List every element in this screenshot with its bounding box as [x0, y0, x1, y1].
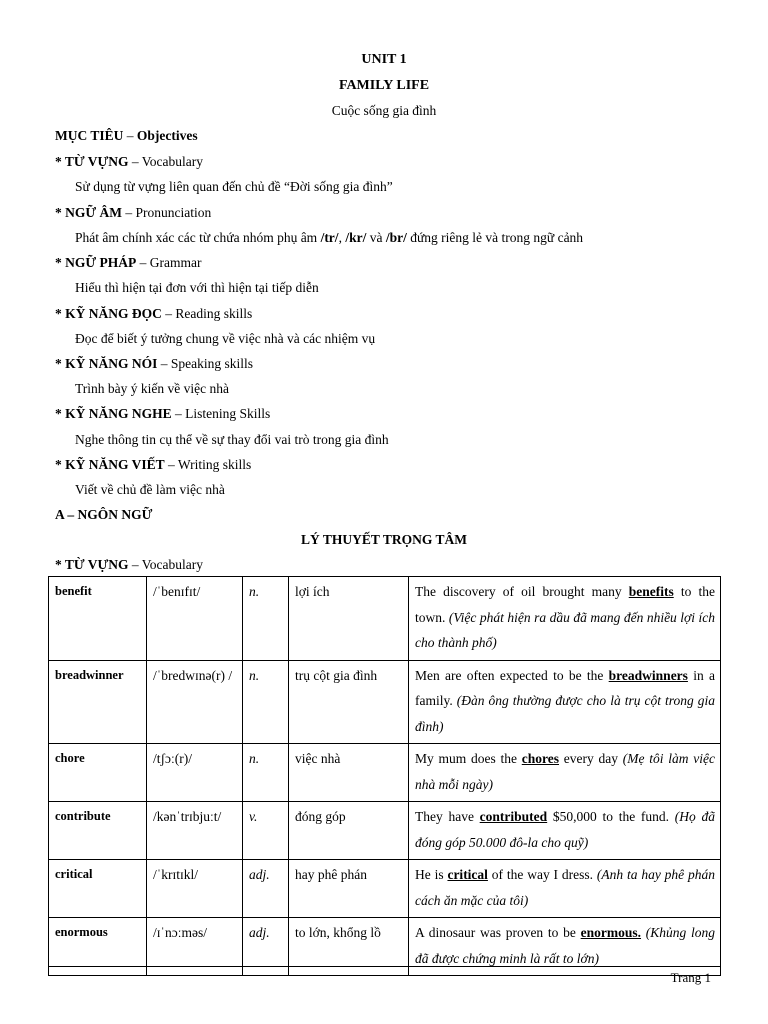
vocab-pos: v.: [243, 802, 289, 860]
objective-desc: Viết về chủ đề làm việc nhà: [75, 482, 225, 497]
objective-label: KỸ NĂNG ĐỌC: [65, 306, 162, 321]
objective-sep: –: [164, 457, 178, 472]
example-translation: (Khủng long đã được chứng minh là rất to lớn): [415, 925, 715, 966]
vocab-ipa: /ˈkrɪtɪkl/: [147, 860, 243, 918]
vocab-ipa: /ɪˈnɔːməs/: [147, 918, 243, 976]
objective-desc: Nghe thông tin cụ thể về sự thay đổi vai trò trong gia đình: [75, 432, 389, 447]
vocab-meaning: trụ cột gia đình: [289, 660, 409, 744]
objective-label: KỸ NĂNG NÓI: [65, 356, 158, 371]
vocab-heading: [55, 556, 203, 574]
vocab-pos: adj.: [243, 918, 289, 976]
example-text: $50,000 to the fund.: [547, 809, 675, 824]
objective-desc: Sử dụng từ vựng liên quan đến chủ đề “Đời sống gia đình”: [75, 179, 393, 194]
table-row: [49, 577, 721, 661]
objective-vocabulary: [55, 153, 203, 171]
example-translation: (Đàn ông thường được cho là trụ cột trong gia đình): [415, 693, 715, 734]
objective-label: NGỮ ÂM: [65, 205, 122, 220]
example-text: of the way I dress.: [487, 867, 597, 882]
page-number: Trang 1: [670, 970, 711, 985]
objective-pronunciation: [55, 204, 211, 222]
vocab-example: [409, 802, 721, 860]
example-keyword: chores: [521, 751, 560, 766]
vocab-meaning: đóng góp: [289, 802, 409, 860]
bullet: *: [55, 557, 65, 572]
objective-desc: [75, 229, 583, 247]
example-text: They have: [415, 809, 480, 824]
vocab-meaning: việc nhà: [289, 744, 409, 802]
bullet: *: [55, 255, 66, 270]
table-row: [49, 802, 721, 860]
objective-en: Vocabulary: [141, 154, 204, 169]
table-row: [49, 660, 721, 744]
objective-listening: [55, 405, 270, 423]
table-row: [49, 744, 721, 802]
vocab-meaning: to lớn, khổng lồ: [289, 918, 409, 976]
example-text: He is: [415, 867, 448, 882]
objective-label: TỪ VỰNG: [64, 154, 129, 169]
vocab-ipa: /ˈbredwɪnə(r) /: [147, 660, 243, 744]
example-keyword: breadwinners: [608, 667, 688, 683]
footer-divider: [48, 966, 720, 967]
bullet: *: [55, 406, 66, 421]
vocab-pos: n.: [243, 577, 289, 661]
objective-label: KỸ NĂNG VIẾT: [65, 457, 165, 472]
objectives-sep: –: [123, 128, 137, 143]
objective-label: NGỮ PHÁP: [65, 255, 137, 270]
objective-en: Pronunciation: [135, 205, 212, 220]
vocab-pos: adj.: [243, 860, 289, 918]
example-text: The discovery of oil brought many: [415, 584, 629, 599]
vocab-word: contribute: [49, 802, 147, 860]
example-text: to the town.: [415, 584, 715, 625]
objective-label: KỸ NĂNG NGHE: [65, 406, 172, 421]
objectives-heading-vi: MỤC TIÊU: [55, 128, 124, 143]
objective-sep: –: [171, 406, 186, 421]
example-text: every day: [559, 751, 623, 766]
objective-desc: Đọc để biết ý tưởng chung về việc nhà và các nhiệm vụ: [75, 331, 376, 346]
example-text: in a family.: [415, 667, 715, 708]
example-translation: (Anh ta hay phê phán cách ăn mặc của tôi): [415, 867, 715, 908]
phoneme-br: /br/: [385, 230, 407, 245]
vocab-example: [409, 744, 721, 802]
vocab-heading-label: TỪ VỰNG: [64, 557, 129, 572]
example-text: Men are often expected to be the: [415, 667, 609, 683]
example-keyword: critical: [447, 867, 488, 882]
vocab-heading-sep: –: [128, 557, 142, 572]
bullet: *: [55, 205, 66, 220]
vocab-pos: n.: [243, 660, 289, 744]
objective-sep: –: [128, 154, 142, 169]
objective-en: Listening Skills: [185, 406, 271, 421]
objective-sep: –: [157, 356, 171, 371]
objective-grammar: [55, 254, 201, 272]
phoneme-tr: /tr/: [320, 230, 339, 245]
vocab-word: enormous: [49, 918, 147, 976]
desc-text: và: [366, 230, 386, 245]
objective-en: Writing skills: [177, 457, 252, 472]
desc-text: đứng riêng lẻ và trong ngữ cảnh: [406, 230, 584, 245]
vocab-word: critical: [49, 860, 147, 918]
objective-writing: [55, 456, 251, 474]
phoneme-kr: /kr/: [345, 230, 367, 245]
vocab-pos: n.: [243, 744, 289, 802]
objective-reading: [55, 305, 252, 323]
objective-speaking: [55, 355, 253, 373]
example-keyword: benefits: [628, 584, 674, 599]
example-translation: (Họ đã đóng góp 50.000 đô-la cho quỹ): [415, 809, 715, 850]
vocab-example: [409, 660, 721, 744]
example-text: My mum does the: [415, 751, 522, 766]
objective-desc: Hiểu thì hiện tại đơn với thì hiện tại tiếp diễn: [75, 280, 319, 295]
objectives-heading: [55, 127, 198, 145]
example-translation: (Mẹ tôi làm việc nhà mỗi ngày): [415, 751, 715, 792]
example-keyword: enormous.: [580, 925, 642, 940]
objectives-heading-en: Objectives: [136, 128, 198, 143]
objective-en: Speaking skills: [170, 356, 254, 371]
vocab-ipa: /tʃɔː(r)/: [147, 744, 243, 802]
vocab-table: [48, 576, 721, 976]
vocab-word: breadwinner: [49, 660, 147, 744]
objective-en: Grammar: [149, 255, 202, 270]
vocab-meaning: hay phê phán: [289, 860, 409, 918]
unit-title: FAMILY LIFE: [338, 78, 430, 93]
vocab-ipa: /kənˈtrɪbjuːt/: [147, 802, 243, 860]
vocab-word: benefit: [49, 577, 147, 661]
vocab-word: chore: [49, 744, 147, 802]
vocab-heading-en: Vocabulary: [141, 557, 204, 572]
section-a-heading: A – NGÔN NGỮ: [55, 507, 153, 522]
example-translation: (Việc phát hiện ra dầu đã mang đến nhiều lợi ích cho thành phố): [415, 609, 716, 650]
objective-sep: –: [122, 205, 136, 220]
vocab-meaning: lợi ích: [289, 577, 409, 661]
objective-sep: –: [136, 255, 150, 270]
unit-subtitle: Cuộc sống gia đình: [331, 103, 437, 118]
desc-text: ,: [338, 230, 346, 245]
unit-heading: UNIT 1: [361, 52, 407, 67]
objective-en: Reading skills: [175, 306, 253, 321]
bullet: *: [55, 154, 65, 169]
example-keyword: contributed: [479, 809, 548, 824]
desc-text: Phát âm chính xác các từ chứa nhóm phụ âm: [75, 230, 321, 245]
bullet: *: [55, 356, 66, 371]
bullet: *: [55, 306, 66, 321]
vocab-example: [409, 577, 721, 661]
example-text: A dinosaur was proven to be: [415, 925, 581, 940]
theory-title: LÝ THUYẾT TRỌNG TÂM: [301, 532, 467, 547]
objective-sep: –: [161, 306, 176, 321]
vocab-example: [409, 860, 721, 918]
objective-desc: Trình bày ý kiến về việc nhà: [75, 381, 229, 396]
bullet: *: [55, 457, 66, 472]
vocab-ipa: /ˈbenɪfɪt/: [147, 577, 243, 661]
table-row: [49, 860, 721, 918]
